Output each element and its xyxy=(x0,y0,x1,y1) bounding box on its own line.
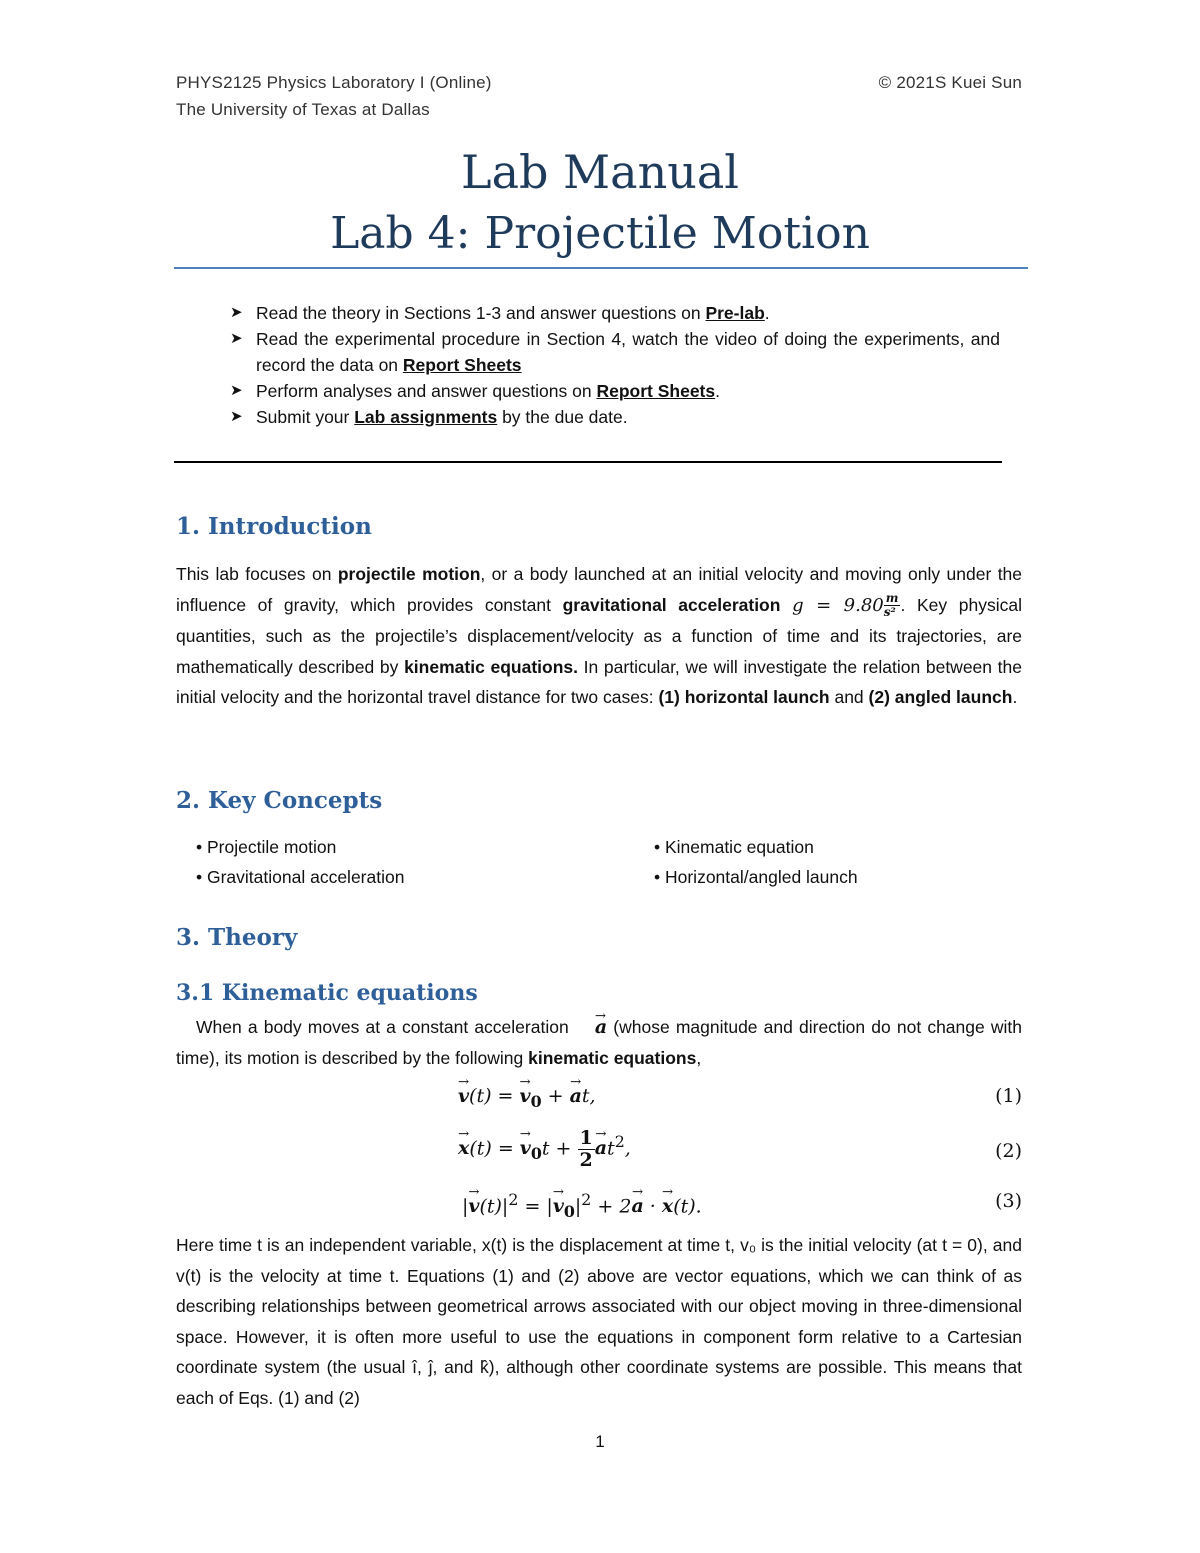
instruction-item: ➤ Read the theory in Sections 1-3 and answer questions on Pre-lab. xyxy=(230,300,1000,326)
arrow-bullet-icon: ➤ xyxy=(230,408,243,425)
equation-velocity: → v(t) = → $v_0$ + → at, xyxy=(458,1085,596,1111)
key-concept-item: • Kinematic equation xyxy=(654,837,814,857)
introduction-paragraph: This lab focuses on projectile motion, or a body launched at an initial velocity and moving only under the influence of gravity, which provides constant gravitational acceleration g = 9.80 $\frac{m}{\text{s²}}$ . Key physical quantities, such as the projectile’s displacement/velocity as a function of time and its trajectories, are mathematically described by kinematic equations. In particular, we will investigate the relation between the initial velocity and the horizontal travel distance for two cases: (1) horizontal launch and (2) angled launch. xyxy=(176,564,1023,707)
lab-assignments-link[interactable]: Lab assignments xyxy=(354,407,498,427)
copyright-notice: © 2021S Kuei Sun xyxy=(878,73,1022,92)
title-divider xyxy=(174,267,1028,269)
instruction-list xyxy=(230,300,1000,430)
equation-speed-squared: |→ $v(t)|^2$ = |→ $v_0|^2 + 2\to a$ · → x(t). xyxy=(462,1190,702,1221)
key-concept-item: • Gravitational acceleration xyxy=(196,867,405,887)
report-sheets-link[interactable]: Report Sheets xyxy=(596,381,716,401)
theory-explanation-paragraph: Here time t is an independent variable, x(t) is the displacement at time t, v₀ is the initial velocity (at t = 0), and v(t) is the velocity at time t. Equations (1) and (2) above are vector equations, which we can think of as describing relationships between geometrical arrows associated with our object moving in three-dimensional space. However, it is often more useful to use the equations in component form relative to a Cartesian coordinate system (the usual î, ĵ, and k̂), although other coordinate systems are possible. This means that each of Eqs. (1) and (2) xyxy=(176,1235,1022,1408)
key-concepts-heading: 2. Key Concepts xyxy=(176,787,383,814)
arrow-bullet-icon: ➤ xyxy=(230,330,243,347)
report-sheets-link[interactable]: Report Sheets xyxy=(402,355,522,375)
instruction-item: ➤ Read the experimental procedure in Section 4, watch the video of doing the experiments, and record the data on Report Sheets xyxy=(230,326,1000,378)
theory-paragraph: When a body moves at a constant acceleration → a (whose magnitude and direction do not change with time), its motion is described by the following kinematic equations, xyxy=(176,1012,1022,1073)
equation-number: (1) xyxy=(995,1085,1022,1107)
arrow-bullet-icon: ➤ xyxy=(230,304,243,321)
equation-number: (3) xyxy=(995,1190,1022,1212)
university-name: The University of Texas at Dallas xyxy=(176,100,430,119)
key-concept-item: • Projectile motion xyxy=(196,837,337,857)
key-concept-item: • Horizontal/angled launch xyxy=(654,867,858,887)
equation-number: (2) xyxy=(995,1140,1022,1162)
lab-title: Lab 4: Projectile Motion xyxy=(330,208,870,259)
theory-heading: 3. Theory xyxy=(176,924,298,951)
equation-displacement: → x(t) = → $v_0t$ + $\frac{1}{2}$ → $at^2$, xyxy=(458,1128,631,1171)
kinematic-equations-subheading: 3.1 Kinematic equations xyxy=(176,980,478,1006)
arrow-bullet-icon: ➤ xyxy=(230,382,243,399)
section-divider xyxy=(174,461,1002,463)
pre-lab-link[interactable]: Pre-lab xyxy=(705,303,765,323)
introduction-heading: 1. Introduction xyxy=(176,513,372,540)
instruction-item: ➤ Submit your Lab assignments by the due date. xyxy=(230,404,1000,430)
instruction-item: ➤ Perform analyses and answer questions on Report Sheets. xyxy=(230,378,1000,404)
course-name: PHYS2125 Physics Laboratory I (Online) xyxy=(176,73,492,92)
page-number: 1 xyxy=(595,1432,605,1451)
document-title: Lab Manual xyxy=(461,145,739,199)
